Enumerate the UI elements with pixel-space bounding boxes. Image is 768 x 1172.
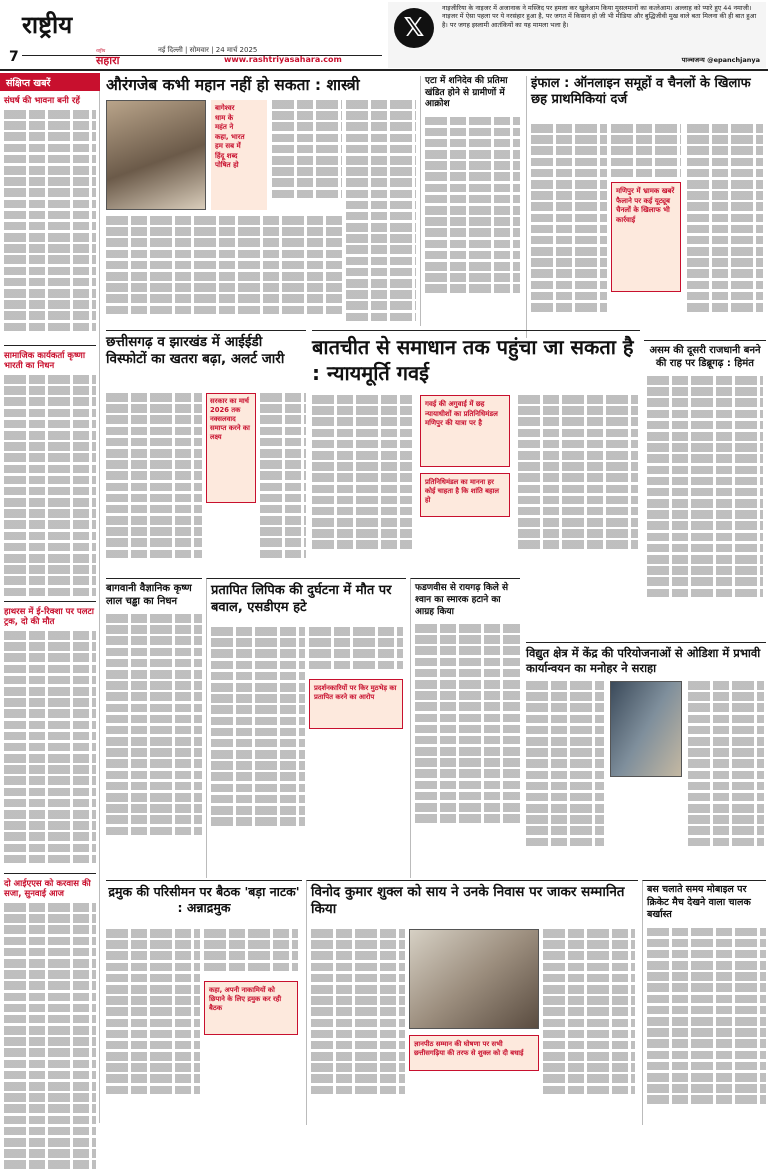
article-idol <box>420 76 520 326</box>
sidebar-item-headline: हाथरस में ई-रिक्शा पर पलटा ट्रक, दो की मौत <box>4 607 94 627</box>
x-post-handle[interactable]: पाञ्चजन्य @epanchjanya <box>681 56 760 64</box>
headline: असम की दूसरी राजधानी बनने की राह पर डिब्रूगढ़ : हिमंत <box>649 345 761 369</box>
pull-quote-text: ज्ञानपीठ सम्मान की घोषणा पर सभी छत्तीसगढ़िया की तरफ से शुक्ल को दी बधाई <box>414 1040 524 1057</box>
article-odisha <box>526 642 766 878</box>
photo <box>610 681 682 777</box>
pull-quote-text: गवई की अगुवाई में छह न्यायाधीशों का प्रतिनिधिमंडल मणिपुर की यात्रा पर है <box>425 400 498 427</box>
pull-quote <box>409 1035 539 1071</box>
body-col <box>526 681 604 849</box>
body-col <box>687 124 763 314</box>
pull-quote <box>611 182 681 292</box>
article-vinod <box>306 880 638 1125</box>
headline: प्रतापित लिपिक की दुर्घटना में मौत पर बवाल, एसडीएम हटे <box>211 583 392 615</box>
article-assam <box>644 340 766 640</box>
headline: बस चलाते समय मोबाइल पर क्रिकेट मैच देखने वाला चालक बर्खास्त <box>647 884 751 920</box>
headline: द्रमुक की परिसीमन पर बैठक 'बड़ा नाटक' : अन्नाद्रमुक <box>108 884 300 915</box>
website-link[interactable]: www.rashtriyasahara.com <box>224 55 342 64</box>
body-col <box>531 124 607 314</box>
article-aurangzeb <box>106 76 416 326</box>
body-col <box>272 100 342 201</box>
sidebar-item-headline: संघर्ष की भावना बनी रहें <box>4 96 80 106</box>
body-col <box>543 929 635 1097</box>
article-manipur <box>526 76 766 338</box>
pull-quote <box>204 981 298 1035</box>
sidebar-item <box>4 351 96 599</box>
body-col <box>204 929 298 974</box>
caption-line: हम सब में <box>215 142 241 150</box>
article-script <box>206 578 406 878</box>
sidebar-item <box>4 96 96 334</box>
article-scientist <box>106 578 202 878</box>
x-logo-icon: 𝕏 <box>394 8 434 48</box>
sidebar-header-label: संक्षिप्त खबरें <box>6 78 51 89</box>
x-post-box <box>388 2 766 68</box>
x-post-text: नाइजीरिया के नाइजर में अजानाक ने मस्जिद पर हमला कर खुलेआम किया मुसलमानों का कत्लेआम। अल्लाह को प्यारे हुए 44 नमाजी। नाइजर में ऐसा पहला पर ये नरसंहार हुआ है, पर जगत में किसान हो जी भी मीडिया और बुद्धिजीवी मुख वाले बता मिलना की ही बात हुआ है। पर जगह इस्लामी आतंकियों का यह मामला भला है। <box>442 4 757 29</box>
body-col <box>211 627 305 828</box>
pull-quote <box>309 679 403 729</box>
article-dramuk <box>106 880 302 1125</box>
body-col <box>106 393 202 561</box>
article-ied <box>106 330 306 570</box>
body-col <box>611 124 681 180</box>
pull-quote-text: कहा, अपनी नाकामियों को छिपाने के लिए द्रमुक कर रही बैठक <box>209 986 282 1012</box>
pull-quote-text: मणिपुर में भ्रामक खबरें फैलाने पर कई यूट्यूब चैनलों के खिलाफ भी कार्रवाई <box>616 187 675 224</box>
caption-line: धाम के <box>215 113 234 122</box>
headline: विनोद कुमार शुक्ल को साय ने उनके निवास पर जाकर सम्मानित किया <box>311 884 625 917</box>
dateline-year: 2025 <box>239 46 258 54</box>
page-number: 7 <box>9 49 19 65</box>
masthead <box>0 0 768 70</box>
body-col <box>346 100 416 324</box>
dateline-city: नई दिल्ली <box>158 46 183 54</box>
headline: विद्युत क्षेत्र में केंद्र की परियोजनाओं से ओडिशा में प्रभावी कार्यान्वयन का मनोहर ने सराहा <box>526 646 761 675</box>
pull-quote <box>420 395 510 467</box>
paper-logo-small: राष्ट्रीय <box>96 49 106 54</box>
headline: औरंगजेब कभी महान नहीं हो सकता : शास्त्री <box>106 76 360 94</box>
dateline-date: 24 मार्च <box>215 46 238 54</box>
dateline-day: सोमवार <box>189 46 209 54</box>
article-gavai <box>312 330 640 576</box>
photo-caption <box>211 100 267 210</box>
headline: फडणवीस से रायगढ़ किले से श्वान का स्मारक हटाने का आग्रह किया <box>415 583 509 617</box>
sidebar-item <box>4 607 96 866</box>
pull-quote-text: प्रतिनिधिमंडल का मानना हर कोई चाहता है कि शांति बहाल हो <box>425 478 499 504</box>
caption-line: हिंदू शब्द <box>215 151 238 160</box>
body-col <box>311 929 405 1097</box>
photo <box>409 929 539 1029</box>
sidebar-item-headline: सामाजिक कार्यकर्ता कृष्णा भारती का निधन <box>4 351 86 371</box>
headline: इंफाल : ऑनलाइन समूहों व चैनलों के खिलाफ छह प्राथमिकियां दर्ज <box>531 76 751 107</box>
dateline: नई दिल्ली | सोमवार | 24 मार्च 2025 <box>158 46 258 54</box>
sidebar-item <box>4 879 96 1172</box>
section-title: राष्ट्रीय <box>22 10 73 39</box>
caption-line: महंत ने <box>215 123 234 131</box>
headline: एटा में शनिदेव की प्रतिमा खंडित होने से ग्रामीणों में आक्रोश <box>425 76 508 109</box>
body-col <box>260 393 306 561</box>
caption-line: कहा, भारत <box>215 132 245 141</box>
headline: बागवानी वैज्ञानिक कृष्ण लाल चड्ढा का निधन <box>106 583 192 607</box>
sidebar-item-headline: दो आईएएस को करवास की सजा, सुनवाई आज <box>4 879 91 899</box>
headline: बातचीत से समाधान तक पहुंचा जा सकता है : न्यायमूर्ति गवई <box>312 335 634 385</box>
article-mobile <box>642 880 766 1125</box>
pull-quote-text: प्रदर्शनकारियों पर किर मुठभेड़ का प्रतापित करने का आरोप <box>314 684 397 701</box>
body-col <box>106 929 200 1097</box>
pull-quote <box>420 473 510 517</box>
body-col <box>309 627 403 672</box>
body-col <box>688 681 764 849</box>
pull-quote <box>206 393 256 503</box>
pull-quote-text: सरकार का मार्च 2026 तक नक्सलवाद समाप्त करने का लक्ष्य <box>210 397 250 441</box>
body-col <box>106 216 342 317</box>
headline: छत्तीसगढ़ व झारखंड में आईईडी विस्फोटों का खतरा बढ़ा, अलर्ट जारी <box>106 334 285 367</box>
article-fadnavis <box>410 578 520 878</box>
caption-line: पोषित हो <box>215 161 239 169</box>
sidebar <box>0 73 100 1123</box>
body-col <box>518 395 638 552</box>
caption-line: बागेश्वर <box>215 104 235 112</box>
photo <box>106 100 206 210</box>
body-col <box>312 395 412 552</box>
paper-logo-name: सहारा <box>96 54 120 67</box>
sidebar-header <box>0 73 100 91</box>
